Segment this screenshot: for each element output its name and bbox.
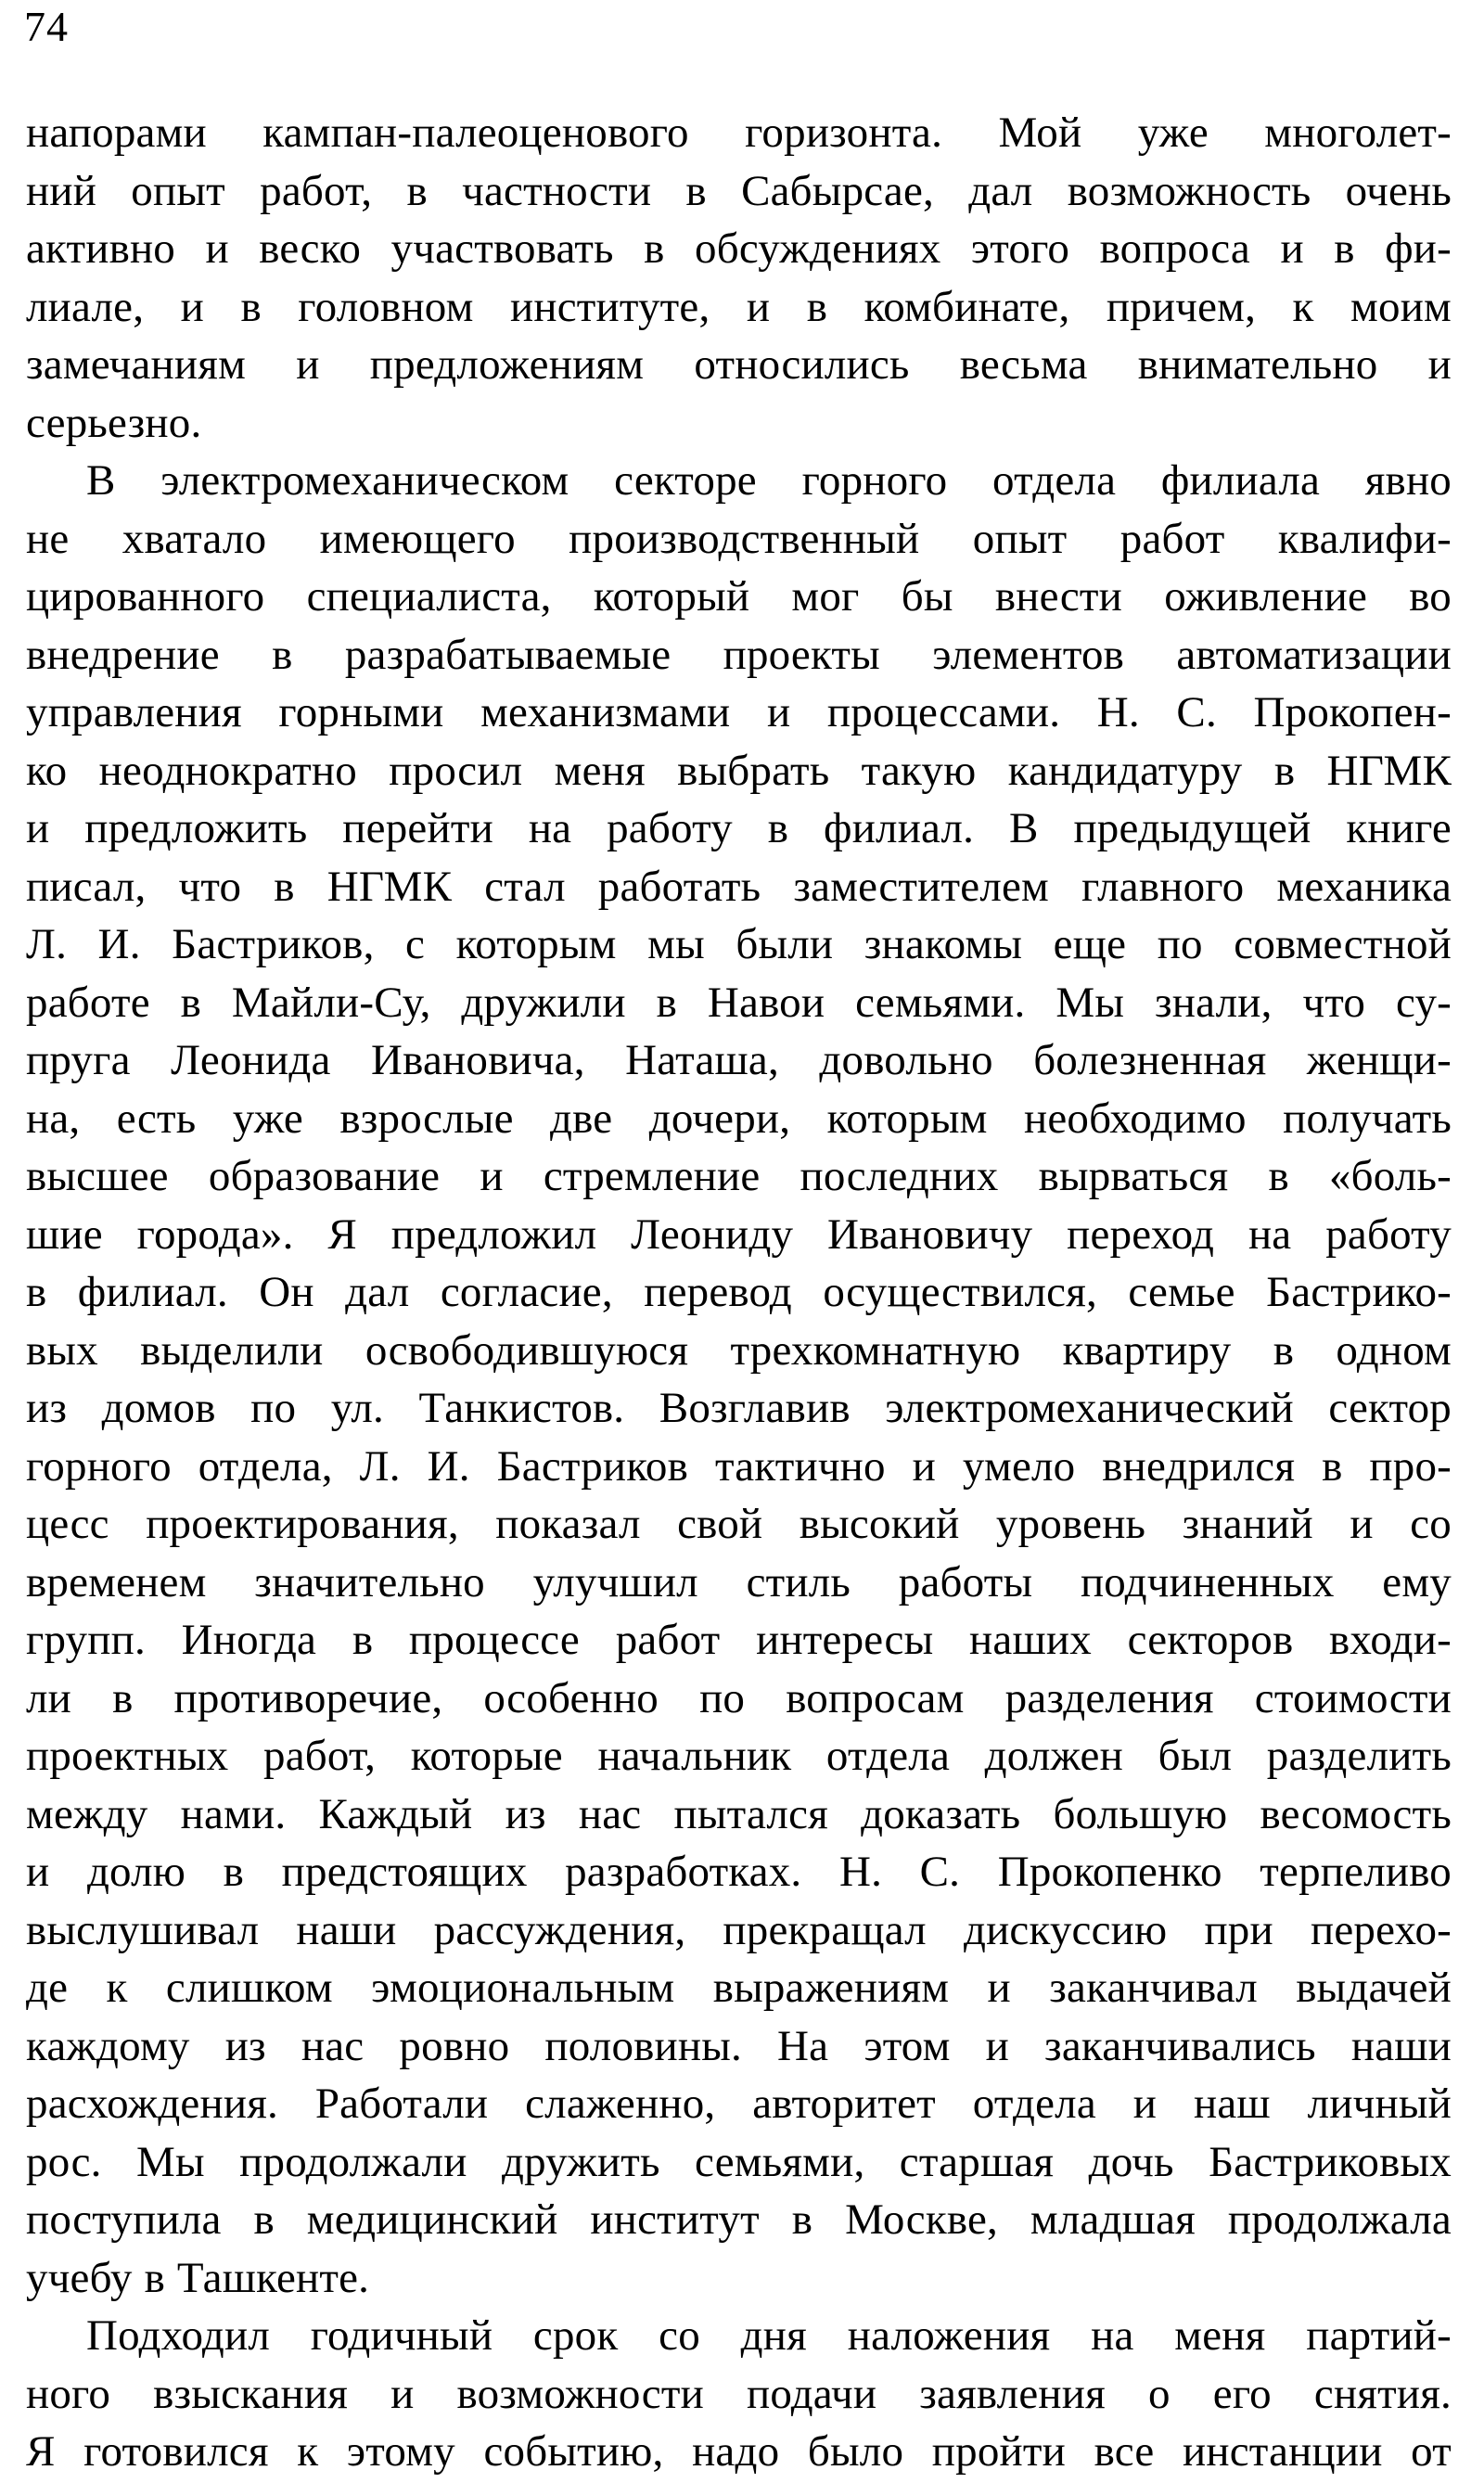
text-line: цированного специалиста, который мог бы внести оживление во — [26, 572, 1452, 621]
text-line: Подходил годичный срок со дня наложения на меня партий- — [86, 2311, 1452, 2360]
text-line: управления горными механизмами и процессами. Н. С. Прокопен- — [26, 688, 1452, 736]
text-line: шие города». Я предложил Леониду Ивановичу переход на работу — [26, 1210, 1452, 1259]
text-line: учебу в Ташкенте. — [26, 2253, 370, 2302]
text-line: на, есть уже взрослые две дочери, которым необходимо получать — [26, 1094, 1452, 1143]
text-line: временем значительно улучшил стиль работы подчиненных ему — [26, 1557, 1452, 1606]
text-line: между нами. Каждый из нас пытался доказать большую весомость — [26, 1789, 1452, 1838]
text-line: ний опыт работ, в частности в Сабырсае, дал возможность очень — [26, 166, 1452, 215]
text-line: вых выделили освободившуюся трехкомнатную квартиру в одном — [26, 1325, 1452, 1375]
text-line: ного взыскания и возможности подачи заявления о его снятия. — [26, 2369, 1452, 2418]
text-line: В электромеханическом секторе горного отдела филиала явно — [86, 456, 1452, 505]
text-line: цесс проектирования, показал свой высокий уровень знаний и со — [26, 1500, 1452, 1548]
text-line: в филиал. Он дал согласие, перевод осуществился, семье Бастрико- — [26, 1268, 1452, 1316]
text-line: пруга Леонида Ивановича, Наташа, довольно болезненная женщи- — [26, 1036, 1452, 1084]
text-line: Я готовился к этому событию, надо было пройти все инстанции от — [26, 2427, 1452, 2476]
text-line: активно и веско участвовать в обсуждениях этого вопроса и в фи- — [26, 224, 1452, 273]
text-line: серьезно. — [26, 398, 202, 447]
text-line: поступила в медицинский институт в Москве, младшая продолжала — [26, 2195, 1452, 2244]
page-number: 74 — [24, 3, 69, 50]
text-line: выслушивал наши рассуждения, прекращал дискуссию при перехо- — [26, 1905, 1452, 1954]
text-line: рос. Мы продолжали дружить семьями, старшая дочь Бастриковых — [26, 2137, 1452, 2186]
text-line: и предложить перейти на работу в филиал. В предыдущей книге — [26, 804, 1452, 852]
text-line: внедрение в разрабатываемые проекты элементов автоматизации — [26, 630, 1452, 679]
text-line: ко неоднократно просил меня выбрать такую кандидатуру в НГМК — [26, 746, 1452, 795]
text-line: и долю в предстоящих разработках. Н. С. Прокопенко терпеливо — [26, 1848, 1452, 1896]
text-line: горного отдела, Л. И. Бастриков тактично и умело внедрился в про- — [26, 1441, 1452, 1491]
text-line: писал, что в НГМК стал работать заместителем главного механика — [26, 862, 1452, 911]
text-line: групп. Иногда в процессе работ интересы наших секторов входи- — [26, 1616, 1452, 1664]
text-line: напорами кампан-палеоценового горизонта. Мой уже многолет- — [26, 109, 1452, 157]
text-line: де к слишком эмоциональным выражениям и заканчивал выдачей — [26, 1964, 1452, 2012]
text-line: Л. И. Бастриков, с которым мы были знакомы еще по совместной — [26, 920, 1452, 968]
page-text — [26, 104, 1452, 2481]
text-line: не хватало имеющего производственный опыт работ квалифи- — [26, 514, 1452, 563]
text-line: высшее образование и стремление последних вырваться в «боль- — [26, 1152, 1452, 1200]
text-line: каждому из нас ровно половины. На этом и заканчивались наши — [26, 2021, 1452, 2070]
text-line: проектных работ, которые начальник отдела должен был разделить — [26, 1732, 1452, 1780]
text-line: расхождения. Работали слаженно, авторитет отдела и наш личный — [26, 2080, 1452, 2128]
text-line: ли в противоречие, особенно по вопросам разделения стоимости — [26, 1673, 1452, 1722]
text-line: из домов по ул. Танкистов. Возглавив электромеханический сектор — [26, 1384, 1452, 1432]
text-line: работе в Майли-Су, дружили в Навои семьями. Мы знали, что су- — [26, 978, 1452, 1027]
text-line: лиале, и в головном институте, и в комбинате, причем, к моим — [26, 282, 1452, 331]
text-line: замечаниям и предложениям относились весьма внимательно и — [26, 340, 1452, 389]
